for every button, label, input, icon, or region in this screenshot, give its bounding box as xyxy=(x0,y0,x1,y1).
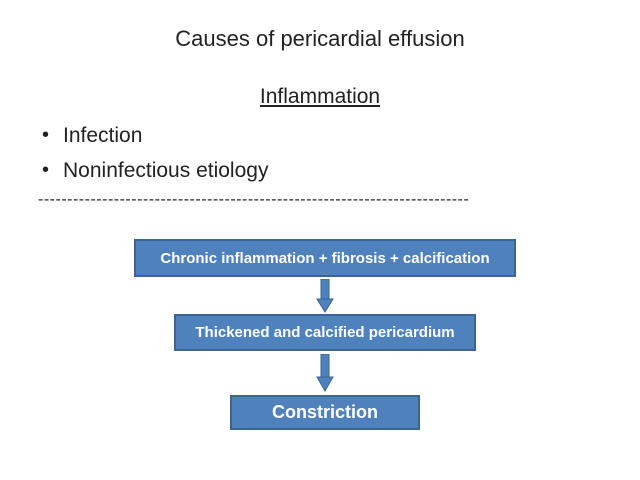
cause-list xyxy=(42,118,268,188)
down-arrow-icon xyxy=(316,354,334,392)
slide-title: Causes of pericardial effusion xyxy=(175,26,465,51)
bullet-icon: • xyxy=(42,124,50,146)
dashed-divider: -------------------------------------------------------------------------- xyxy=(38,191,470,208)
list-item xyxy=(42,153,268,188)
list-item-label: Infection xyxy=(63,124,143,147)
flow-box-thickened-pericardium: Thickened and calcified pericardium xyxy=(174,314,476,351)
list-item-label: Noninfectious etiology xyxy=(63,159,269,182)
bullet-icon: • xyxy=(42,159,50,181)
down-arrow-icon xyxy=(316,279,334,313)
flow-box-constriction: Constriction xyxy=(230,395,420,430)
section-heading: Inflammation xyxy=(259,85,381,108)
list-item xyxy=(42,118,268,153)
flow-box-chronic-inflammation: Chronic inflammation + fibrosis + calcification xyxy=(134,239,516,277)
